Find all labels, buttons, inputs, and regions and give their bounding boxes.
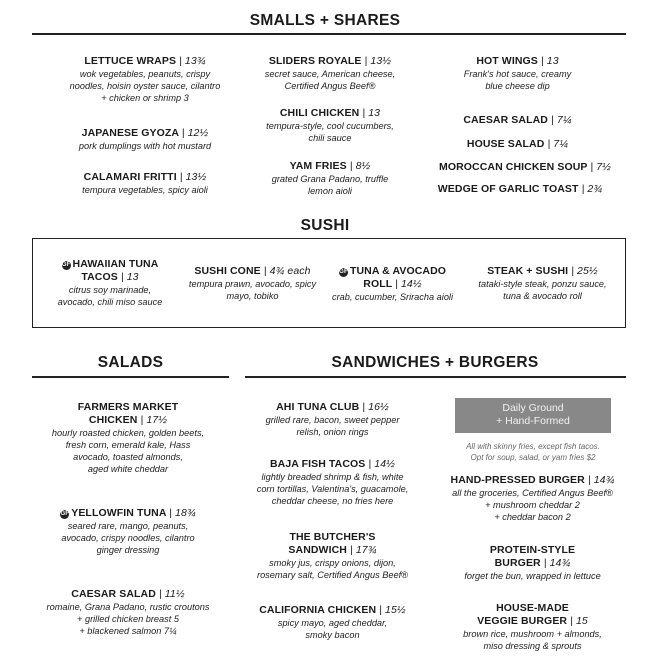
menu-item: GF YELLOWFIN TUNA | 18¾ seared rare, mango, peanuts, avocado, crispy noodles, cilantro ginger dressing: [60, 507, 196, 555]
gluten-free-icon: GF: [339, 269, 348, 275]
sides-note: All with skinny fries, except fish tacos. Opt for soup, salad, or yam fries $2: [466, 442, 600, 462]
gluten-free-icon: GF: [60, 511, 69, 517]
menu-item: STEAK + SUSHI | 25½ tataki-style steak, ponzu sauce, tuna & avocado roll: [478, 265, 607, 301]
menu-item: FARMERS MARKET CHICKEN | 17½ hourly roasted chicken, golden beets, fresh corn, emerald kale, Hass avocado, toasted almonds, aged white cheddar: [51, 401, 205, 474]
menu-item: BAJA FISH TACOS | 14½ lightly breaded shrimp & fish, white corn tortillas, Valentina's, guacamole, cheddar cheese, no fries here: [256, 458, 409, 506]
gluten-free-icon: GF: [61, 262, 71, 268]
menu-item: LETTUCE WRAPS | 13¾ wok vegetables, peanuts, crispy noodles, hoisin oyster sauce, cilantro + chicken or shrimp 3: [69, 55, 221, 103]
menu-item: HOUSE-MADE VEGGIE BURGER | 15 brown rice, mushroom + almonds, miso dressing & sprouts: [463, 602, 602, 651]
menu-item: CALAMARI FRITTI | 13½ tempura vegetables, spicy aioli: [82, 171, 208, 195]
menu-item: WEDGE OF GARLIC TOAST | 2¾: [437, 183, 603, 195]
menu-item: HOT WINGS | 13 Frank's hot sauce, creamy blue cheese dip: [463, 55, 572, 91]
menu-item: AHI TUNA CLUB | 16½ grilled rare, bacon, sweet pepper relish, onion rings: [265, 401, 400, 437]
section-rule: [32, 376, 229, 378]
menu-item: GF HAWAIIAN TUNA TACOS | 13 citrus soy marinade, avocado, chili miso sauce: [57, 258, 163, 307]
menu-item: PROTEIN-STYLE BURGER | 14¾ forget the bun, wrapped in lettuce: [464, 544, 601, 581]
menu-item: CAESAR SALAD | 11½ romaine, Grana Padano, rustic croutons + grilled chicken breast 5 + blackened salmon 7¼: [46, 588, 210, 636]
menu-item: YAM FRIES | 8½ grated Grana Padano, truffle lemon aioli: [271, 160, 389, 196]
menu-item: MOROCCAN CHICKEN SOUP | 7½: [438, 161, 612, 173]
section-title-sushi: SUSHI: [300, 217, 350, 234]
menu-item: HOUSE SALAD | 7¼: [466, 138, 569, 150]
daily-ground-badge: Daily Ground + Hand-Formed: [455, 398, 611, 433]
menu-item: SLIDERS ROYALE | 13½ secret sauce, American cheese, Certified Angus Beef®: [264, 55, 396, 91]
menu-item: JAPANESE GYOZA | 12½ pork dumplings with hot mustard: [78, 127, 212, 151]
menu-item: THE BUTCHER'S SANDWICH | 17¾ smoky jus, crispy onions, dijon, rosemary salt, Certified Angus Beef®: [257, 531, 408, 580]
menu-item: CALIFORNIA CHICKEN | 15½ spicy mayo, aged cheddar, smoky bacon: [259, 604, 406, 640]
section-rule: [245, 376, 626, 378]
section-title-smalls: SMALLS + SHARES: [249, 12, 401, 29]
menu-item: CAESAR SALAD | 7¼: [463, 114, 572, 126]
section-title-sandwiches: SANDWICHES + BURGERS: [331, 354, 539, 371]
menu-item: HAND-PRESSED BURGER | 14¾ all the groceries, Certified Angus Beef® + mushroom cheddar 2 + cheddar bacon 2: [450, 474, 615, 522]
menu-item: GF TUNA & AVOCADO ROLL | 14½ crab, cucumber, Sriracha aioli: [331, 265, 454, 302]
menu-item: CHILI CHICKEN | 13 tempura-style, cool cucumbers, chili sauce: [266, 107, 394, 143]
section-title-salads: SALADS: [97, 354, 164, 371]
menu-item: SUSHI CONE | 4¾ each tempura prawn, avocado, spicy mayo, tobiko: [188, 265, 317, 301]
section-rule: [32, 33, 626, 35]
